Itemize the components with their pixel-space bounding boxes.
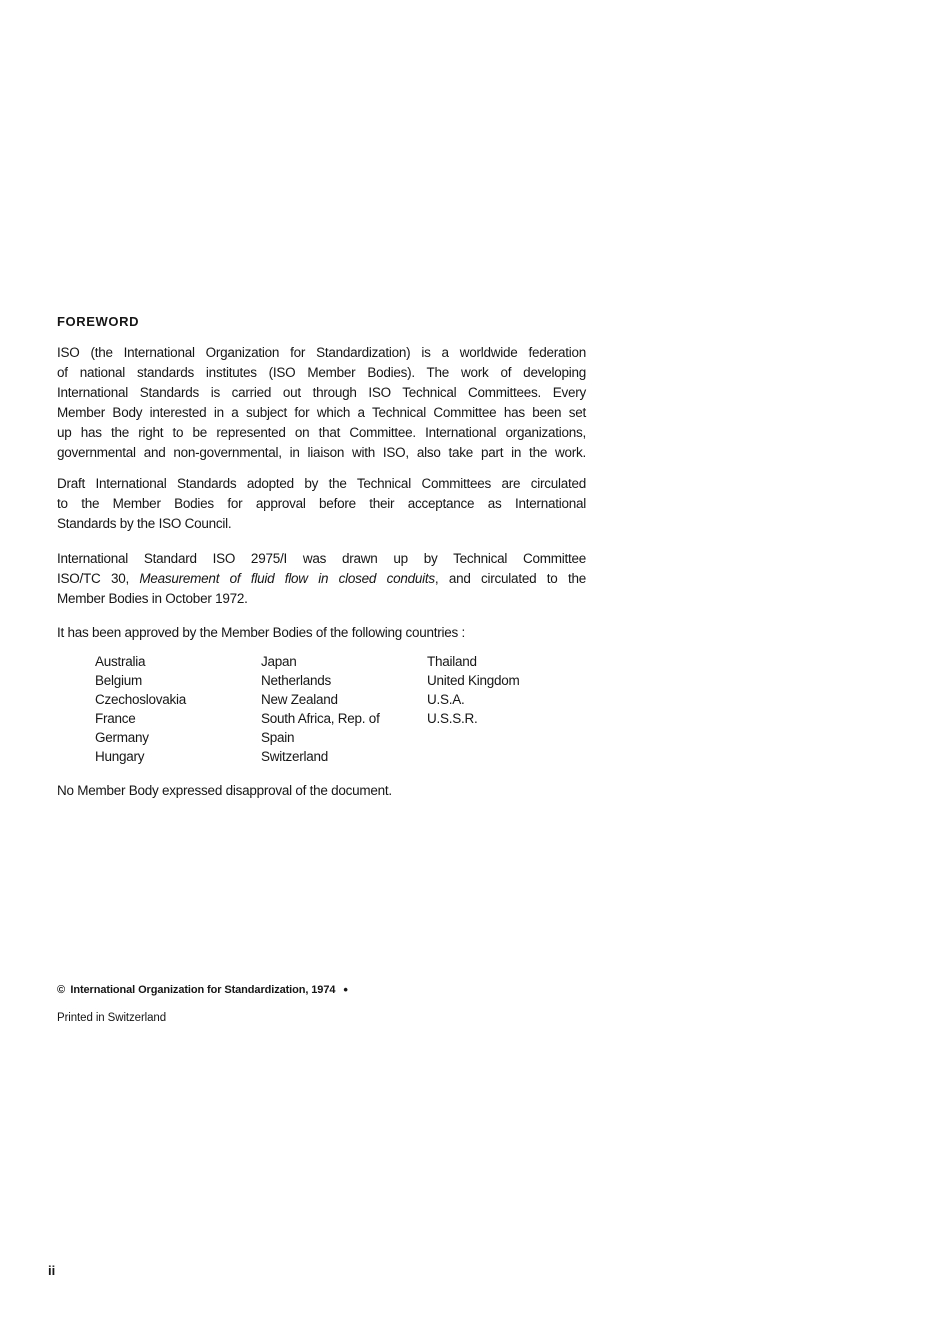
foreword-heading: FOREWORD <box>57 314 140 329</box>
paragraph-iso-intro <box>57 343 586 463</box>
country-name: Japan <box>261 654 297 669</box>
text-line: Member Body interested in a subject for which a Technical Committee has been set <box>57 405 586 420</box>
italic-standard-title: Measurement of fluid flow in closed conduits <box>139 571 435 586</box>
text-line: to the Member Bodies for approval before their acceptance as International <box>57 496 586 511</box>
country-name: New Zealand <box>261 692 338 707</box>
text-segment: , and circulated to the <box>434 571 586 586</box>
country-column-3 <box>427 652 520 728</box>
copyright-line <box>57 982 348 997</box>
text-line: International Standards is carried out through ISO Technical Committees. Every <box>57 385 586 400</box>
text-segment: ISO/TC 30, <box>57 571 129 586</box>
text-line: Standards by the ISO Council. <box>57 516 232 531</box>
country-name: Czechoslovakia <box>95 692 187 707</box>
country-column-2 <box>261 652 380 766</box>
country-name: Hungary <box>95 749 145 764</box>
text-line: Member Bodies in October 1972. <box>57 591 248 606</box>
country-name: United Kingdom <box>427 673 520 688</box>
country-name: Thailand <box>427 654 477 669</box>
text-line: Draft International Standards adopted by the Technical Committees are circulated <box>57 476 586 491</box>
country-column-1 <box>95 652 186 766</box>
no-disapproval-line: No Member Body expressed disapproval of the document. <box>57 783 392 798</box>
country-name: Germany <box>95 730 149 745</box>
country-name: U.S.S.R. <box>427 711 478 726</box>
text-line: International Standard ISO 2975/I was drawn up by Technical Committee <box>57 551 586 566</box>
country-name: U.S.A. <box>427 692 465 707</box>
country-name: Belgium <box>95 673 143 688</box>
country-name: Switzerland <box>261 749 329 764</box>
text-line: of national standards institutes (ISO Member Bodies). The work of developing <box>57 365 586 380</box>
copyright-text: © International Organization for Standardization, 1974 <box>57 984 336 996</box>
text-line: ISO (the International Organization for Standardization) is a worldwide federation <box>57 345 586 360</box>
bullet-icon: • <box>343 982 348 997</box>
printed-in-line: Printed in Switzerland <box>57 1012 167 1024</box>
country-name: France <box>95 711 136 726</box>
page-number: ii <box>48 1263 56 1278</box>
text-line: up has the right to be represented on that Committee. International organizations, <box>57 425 586 440</box>
paragraph-draft-standards <box>57 474 586 534</box>
country-name: South Africa, Rep. of <box>261 711 380 726</box>
country-name: Netherlands <box>261 673 332 688</box>
paragraph-iso-2975 <box>57 549 586 609</box>
country-name: Spain <box>261 730 295 745</box>
text-line <box>57 569 586 589</box>
text-line: governmental and non-governmental, in liaison with ISO, also take part in the work. <box>57 445 586 460</box>
approval-intro-line: It has been approved by the Member Bodies of the following countries : <box>57 625 466 640</box>
country-name: Australia <box>95 654 146 669</box>
